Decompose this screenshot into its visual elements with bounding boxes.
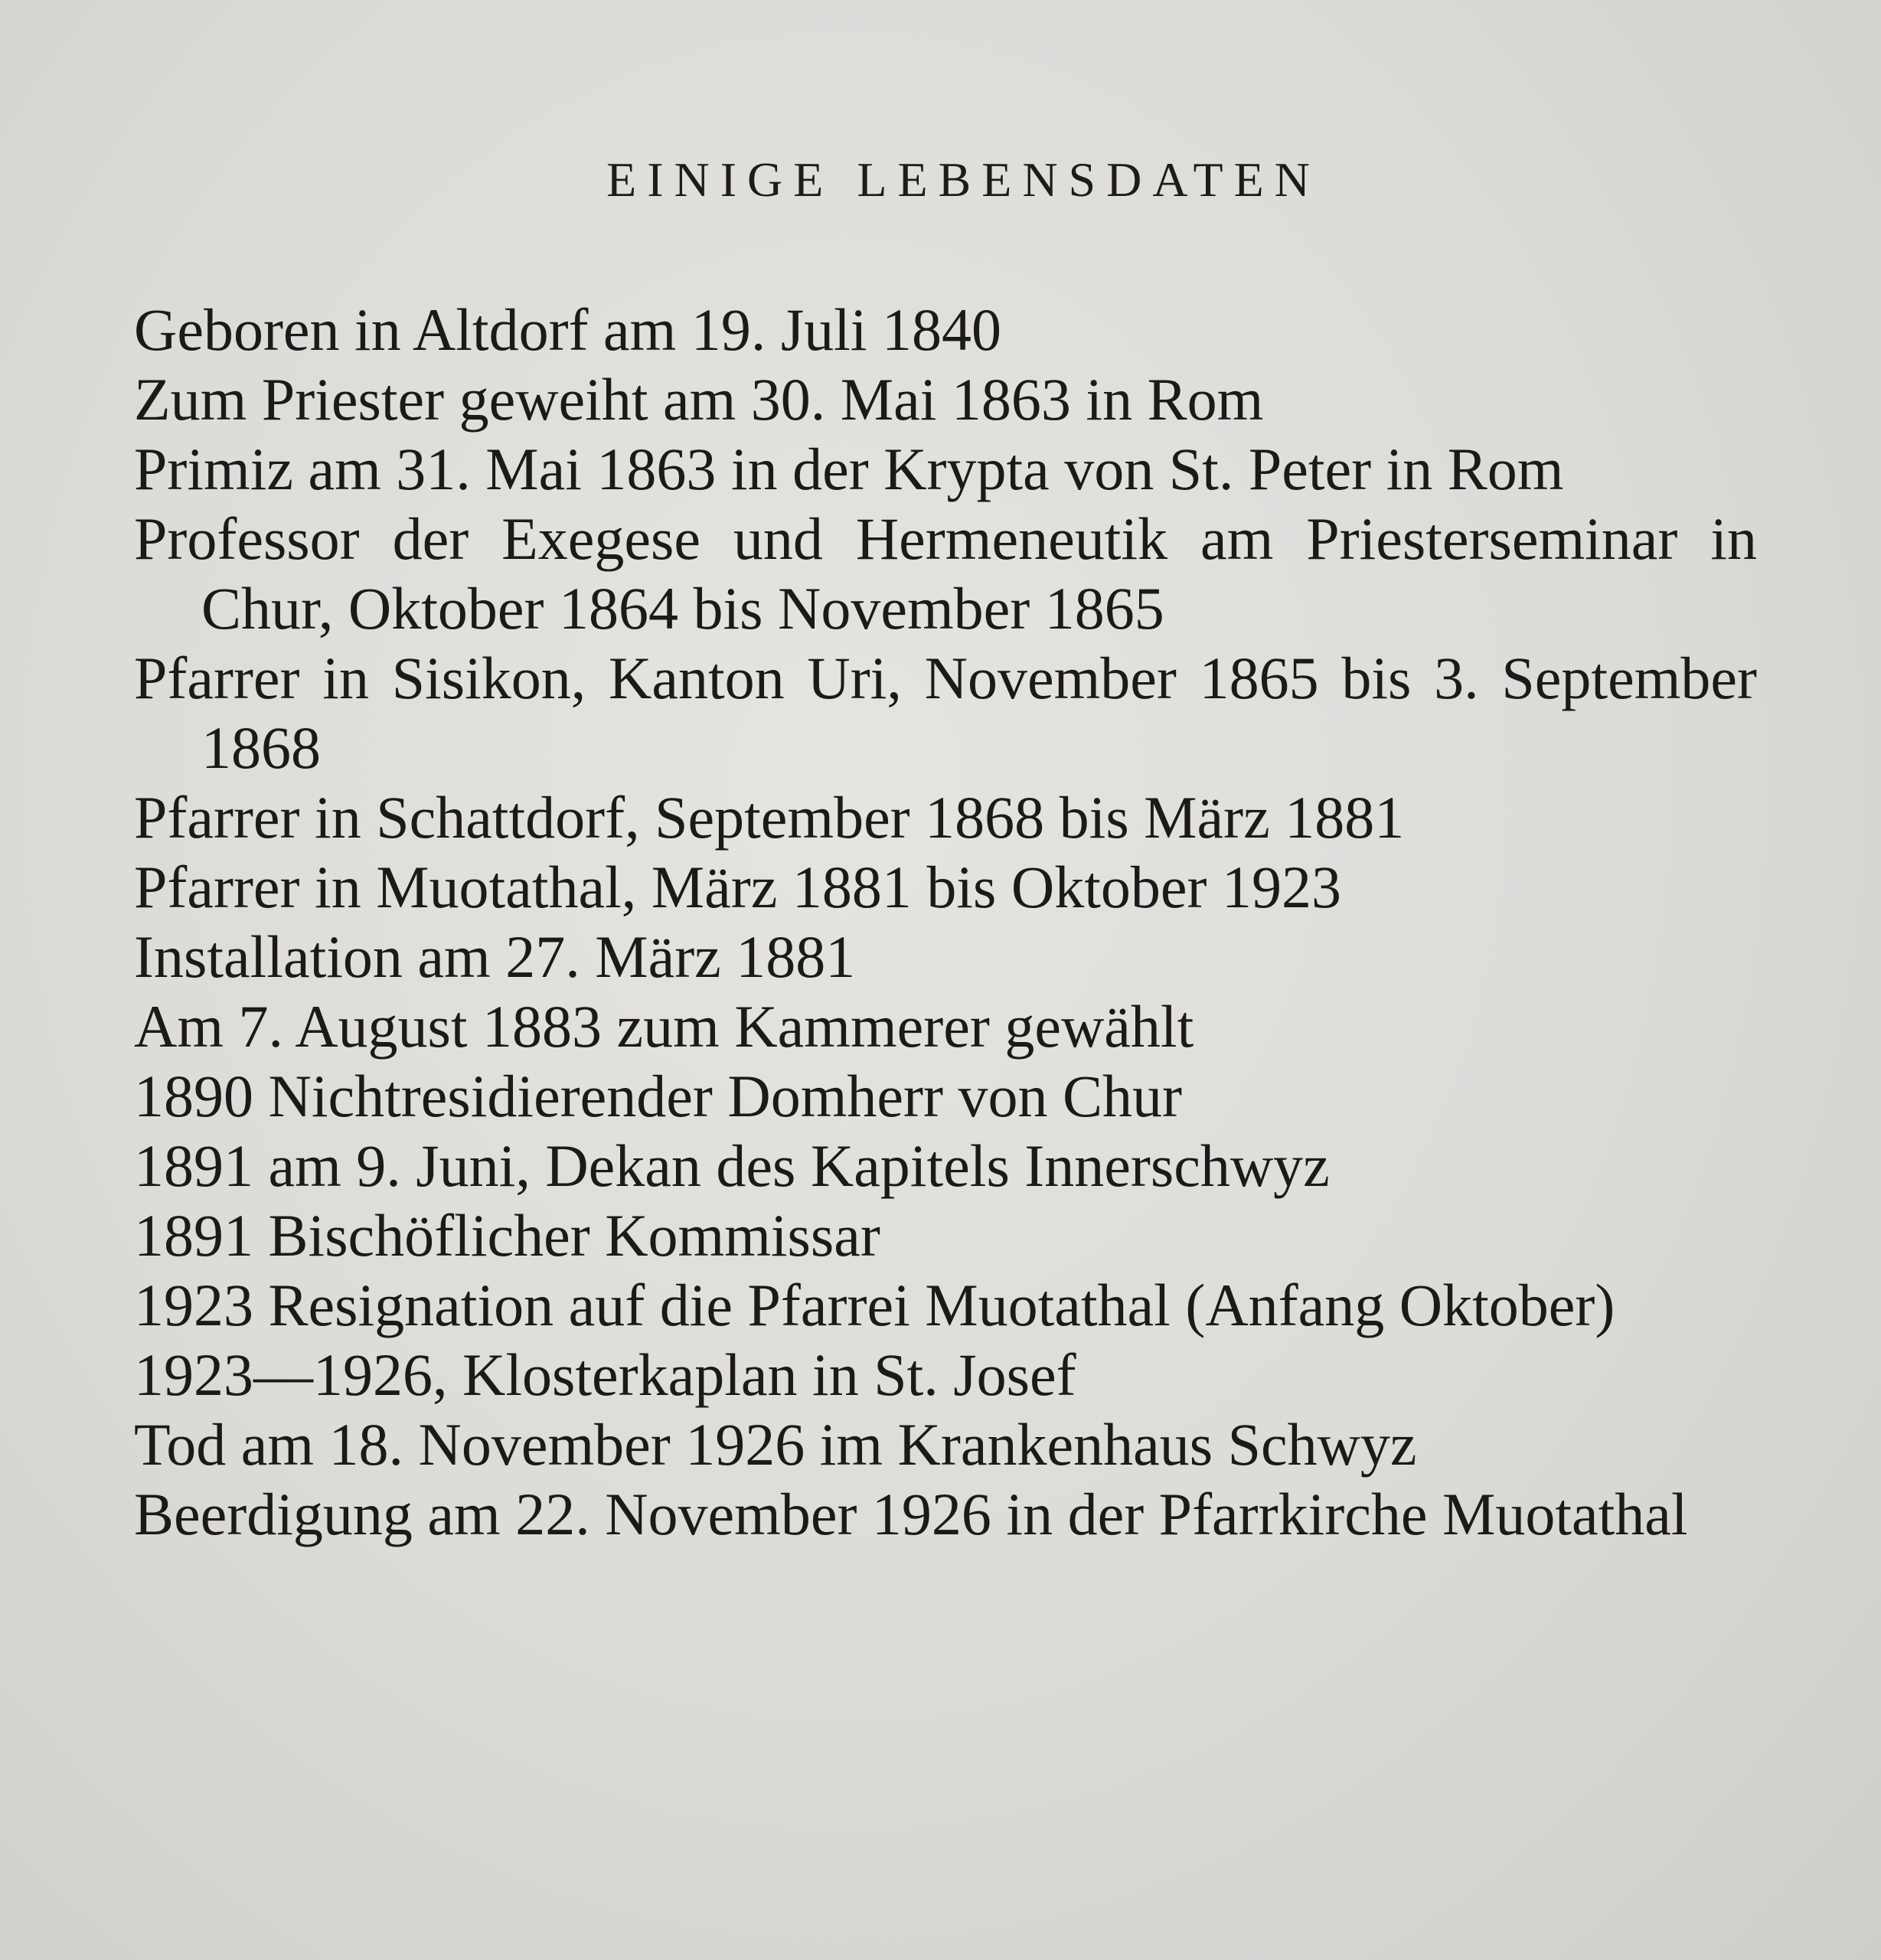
list-item: 1923 Resignation auf die Pfarrei Muotathal (Anfang Oktober) [134, 1272, 1615, 1338]
list-item: Tod am 18. November 1926 im Krankenhaus Schwyz [134, 1411, 1417, 1478]
list-item: 1891 am 9. Juni, Dekan des Kapitels Innerschwyz [134, 1132, 1330, 1199]
list-item: Installation am 27. März 1881 [134, 923, 856, 990]
list-item: 1923—1926, Klosterkaplan in St. Josef [134, 1341, 1076, 1408]
list-item: 1890 Nichtresidierender Domherr von Chur [134, 1063, 1182, 1129]
list-item: Zum Priester geweiht am 30. Mai 1863 in Rom [134, 366, 1264, 433]
list-item: Pfarrer in Schattdorf, September 1868 bis März 1881 [134, 784, 1405, 851]
list-item: Pfarrer in Muotathal, März 1881 bis Oktober 1923 [134, 854, 1341, 920]
list-item: Geboren in Altdorf am 19. Juli 1840 [134, 296, 1002, 363]
list-item: Am 7. August 1883 zum Kammerer gewählt [134, 993, 1194, 1060]
list-item: Beerdigung am 22. November 1926 in der Pfarrkirche Muotathal [134, 1481, 1688, 1547]
list-item: Professor der Exegese und Hermeneutik am Priesterseminar in Chur, Oktober 1864 bis November 1865 [134, 505, 1757, 642]
page-title: EINIGE LEBENSDATEN [606, 152, 1321, 207]
list-item: Primiz am 31. Mai 1863 in der Krypta von St. Peter in Rom [134, 436, 1564, 502]
list-item: Pfarrer in Sisikon, Kanton Uri, November 1865 bis 3. September 1868 [134, 645, 1757, 781]
list-item: 1891 Bischöflicher Kommissar [134, 1202, 880, 1269]
life-dates-list [134, 295, 1757, 1549]
